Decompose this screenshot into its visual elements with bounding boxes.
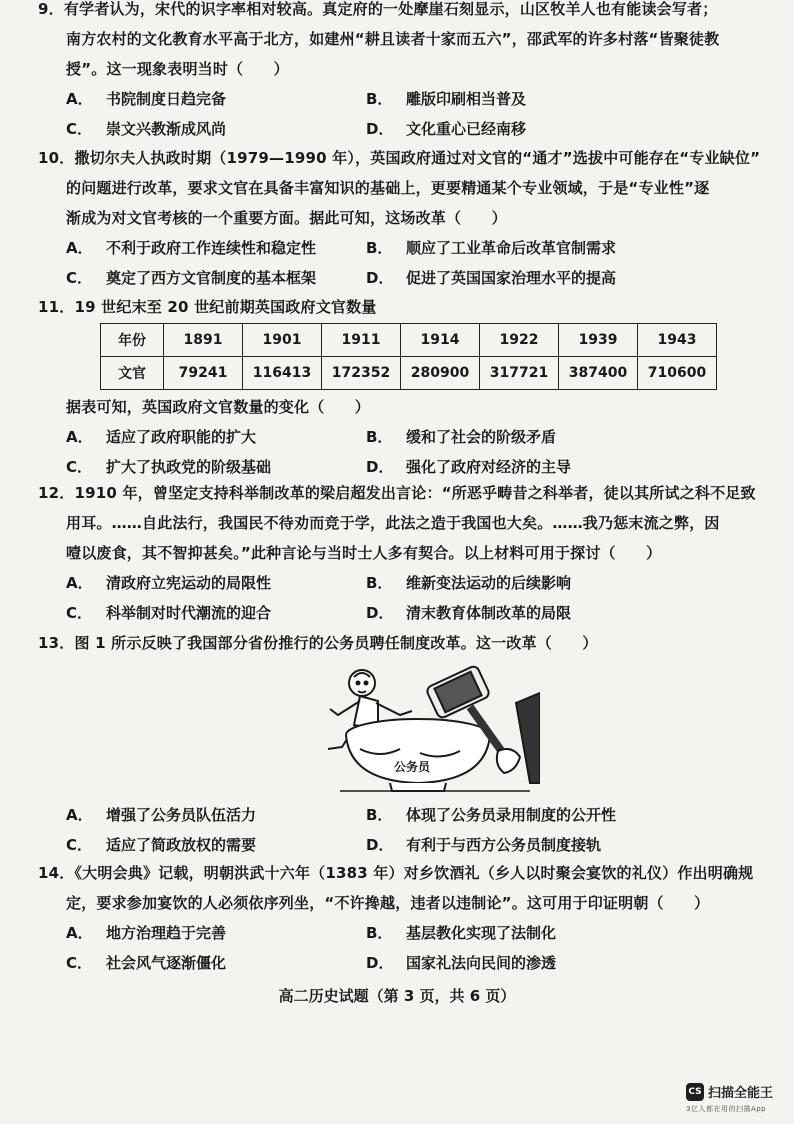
table-header-year: 年份	[101, 324, 164, 357]
q10-line-2: 的问题进行改革，要求文官在具备丰富知识的基础上，更要精通某个专业领域，于是“专业性”逐	[66, 179, 710, 197]
q9-options-row-1	[38, 84, 778, 114]
question-10	[38, 143, 778, 293]
q9-line-1: 9．有学者认为，宋代的识字率相对较高。真定府的一处摩崖石刻显示，山区牧羊人也有能读会写者；	[38, 0, 718, 18]
q9-option-b[interactable]: B． 雕版印刷相当普及	[366, 90, 527, 108]
q13-options-row-2	[38, 830, 778, 860]
q10-option-a[interactable]: A． 不利于政府工作连续性和稳定性	[66, 239, 317, 257]
q10-option-b[interactable]: B． 顺应了工业革命后改革官制需求	[366, 239, 617, 257]
table-cell-year: 1901	[243, 324, 322, 357]
q9-line-2: 南方农村的文化教育水平高于北方，如建州“耕且读者十家而五六”，邵武军的许多村落“皆聚徒教	[66, 30, 720, 48]
camscanner-logo-icon: CS	[686, 1083, 704, 1101]
q14-option-a[interactable]: A． 地方治理趋于完善	[66, 924, 227, 942]
q12-options-row-1	[38, 568, 778, 598]
table-cell-year: 1914	[401, 324, 480, 357]
question-12	[38, 478, 778, 628]
q13-options-row-1	[38, 800, 778, 830]
q12-option-a[interactable]: A． 清政府立宪运动的局限性	[66, 574, 272, 592]
q11-option-c[interactable]: C． 扩大了执政党的阶级基础	[66, 458, 272, 476]
table-cell-count: 317721	[480, 357, 559, 390]
table-cell-count: 116413	[243, 357, 322, 390]
q10-option-d[interactable]: D． 促进了英国国家治理水平的提高	[366, 269, 617, 287]
table-cell-count: 172352	[322, 357, 401, 390]
q13-option-a[interactable]: A． 增强了公务员队伍活力	[66, 806, 257, 824]
camscanner-tagline: 3亿人都在用的扫描App	[686, 1105, 767, 1113]
q10-options-row-2	[38, 263, 778, 293]
q10-option-c[interactable]: C． 奠定了西方文官制度的基本框架	[66, 269, 317, 287]
table-cell-year: 1922	[480, 324, 559, 357]
q9-option-d[interactable]: D． 文化重心已经南移	[366, 120, 527, 138]
q9-option-c[interactable]: C． 崇文兴教渐成风尚	[66, 120, 227, 138]
question-9	[38, 0, 778, 144]
question-11-stem	[38, 392, 778, 482]
q12-option-c[interactable]: C． 科举制对时代潮流的迎合	[66, 604, 272, 622]
table-cell-count: 79241	[164, 357, 243, 390]
table-cell-count: 387400	[559, 357, 638, 390]
q11-title: 11．19 世纪末至 20 世纪前期英国政府文官数量	[38, 298, 377, 316]
q12-line-1: 12．1910 年，曾坚定支持科举制改革的梁启超发出言论：“所恶乎畴昔之科举者，徒以其所试之科不足致	[38, 484, 756, 502]
civil-servant-count-table	[100, 323, 717, 390]
table-cell-year: 1939	[559, 324, 638, 357]
q13-option-b[interactable]: B． 体现了公务员录用制度的公开性	[366, 806, 617, 824]
q13-option-d[interactable]: D． 有利于与西方公务员制度接轨	[366, 836, 602, 854]
q14-option-b[interactable]: B． 基层教化实现了法制化	[366, 924, 557, 942]
q10-line-3: 渐成为对文官考核的一个重要方面。据此可知，这场改革（ ）	[66, 209, 507, 227]
q11-stem: 据表可知，英国政府文官数量的变化（ ）	[66, 398, 371, 416]
q10-options-row-1	[38, 233, 778, 263]
q9-line-3: 授”。这一现象表明当时（ ）	[66, 60, 289, 78]
q9-option-a[interactable]: A． 书院制度日趋完备	[66, 90, 227, 108]
q14-line-2: 定，要求参加宴饮的人必须依序列坐，“不许搀越，违者以违制论”。这可用于印证明朝（ ）	[66, 894, 710, 912]
table-cell-year: 1891	[164, 324, 243, 357]
q12-option-b[interactable]: B． 维新变法运动的后续影响	[366, 574, 572, 592]
q14-options-row-1	[38, 918, 778, 948]
q14-option-d[interactable]: D． 国家礼法向民间的渗透	[366, 954, 557, 972]
table-cell-count: 710600	[638, 357, 717, 390]
question-14	[38, 858, 778, 978]
question-11	[38, 292, 778, 322]
table-row-counts	[101, 357, 717, 390]
page-footer: 高二历史试题（第 3 页，共 6 页）	[278, 987, 516, 1005]
q14-options-row-2	[38, 948, 778, 978]
table-cell-count: 280900	[401, 357, 480, 390]
q13-line-1: 13．图 1 所示反映了我国部分省份推行的公务员聘任制度改革。这一改革（ ）	[38, 634, 598, 652]
bowl-label: 公务员	[393, 760, 431, 774]
table-row-years	[101, 324, 717, 357]
cartoon-bowl	[346, 719, 490, 791]
question-13	[38, 628, 778, 658]
table-cell-year: 1943	[638, 324, 717, 357]
camscanner-name: 扫描全能王	[708, 1086, 774, 1101]
table-cell-year: 1911	[322, 324, 401, 357]
q11-options-row-1	[38, 422, 778, 452]
q14-line-1: 14．《大明会典》记载，明朝洪武十六年（1383 年）对乡饮酒礼（乡人以时聚会宴饮的礼仪）作出明确规	[38, 864, 754, 882]
civil-servant-cartoon	[320, 663, 540, 798]
q9-options-row-2	[38, 114, 778, 144]
q10-line-1: 10．撒切尔夫人执政时期（1979—1990 年），英国政府通过对文官的“通才”选拔中可能存在“专业缺位”	[38, 149, 761, 167]
q13-option-c[interactable]: C． 适应了简政放权的需要	[66, 836, 257, 854]
q14-option-c[interactable]: C． 社会风气逐渐僵化	[66, 954, 227, 972]
q12-line-3: 噎以废食，其不智抑甚矣。”此种言论与当时士人多有契合。以上材料可用于探讨（ ）	[66, 544, 662, 562]
q11-option-d[interactable]: D． 强化了政府对经济的主导	[366, 458, 572, 476]
q12-option-d[interactable]: D． 清末教育体制改革的局限	[366, 604, 572, 622]
question-13-options	[38, 800, 778, 860]
q11-option-b[interactable]: B． 缓和了社会的阶级矛盾	[366, 428, 557, 446]
q12-options-row-2	[38, 598, 778, 628]
q12-line-2: 用耳。……自此法行，我国民不待劝而竞于学，此法之造于我国也大矣。……我乃惩末流之弊，因	[66, 514, 720, 532]
q11-option-a[interactable]: A． 适应了政府职能的扩大	[66, 428, 257, 446]
table-header-count: 文官	[101, 357, 164, 390]
